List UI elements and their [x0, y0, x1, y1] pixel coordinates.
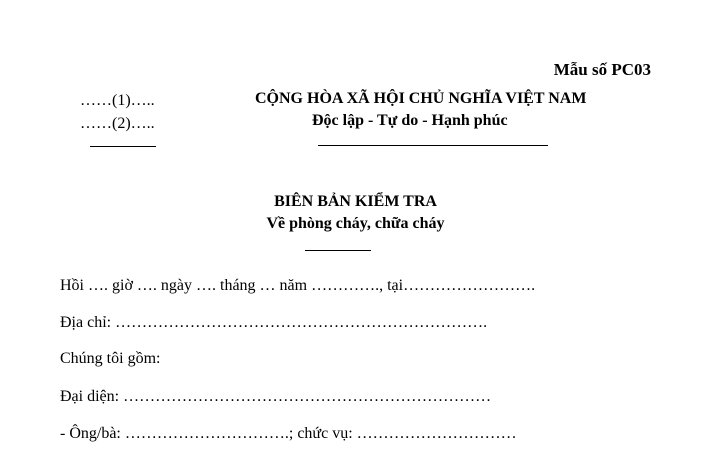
participants-heading: Chúng tôi gồm:: [60, 350, 161, 367]
form-code: Mẫu số PC03: [553, 60, 651, 79]
issuing-agency-line-2: ……(2)…..: [80, 115, 155, 132]
motto-underline: [318, 145, 548, 146]
national-title: CỘNG HÒA XÃ HỘI CHỦ NGHĨA VIỆT NAM: [255, 90, 587, 107]
national-motto: Độc lập - Tự do - Hạnh phúc: [312, 112, 508, 129]
agency-underline: [90, 146, 156, 147]
address-line: Địa chỉ: …………………………………………………………….: [60, 314, 488, 331]
representative-line: Đại diện: ……………………………………………………………: [60, 388, 492, 405]
title-underline: [305, 250, 371, 251]
document-title: BIÊN BẢN KIỂM TRA: [274, 193, 437, 210]
time-place-line: Hồi …. giờ …. ngày …. tháng … năm …………., tại…………………….: [60, 277, 536, 294]
issuing-agency-line-1: ……(1)…..: [80, 92, 155, 109]
person-position-line: - Ông/bà: ………………………….; chức vụ: …………………………: [60, 425, 517, 442]
document-subtitle: Về phòng cháy, chữa cháy: [266, 215, 445, 232]
